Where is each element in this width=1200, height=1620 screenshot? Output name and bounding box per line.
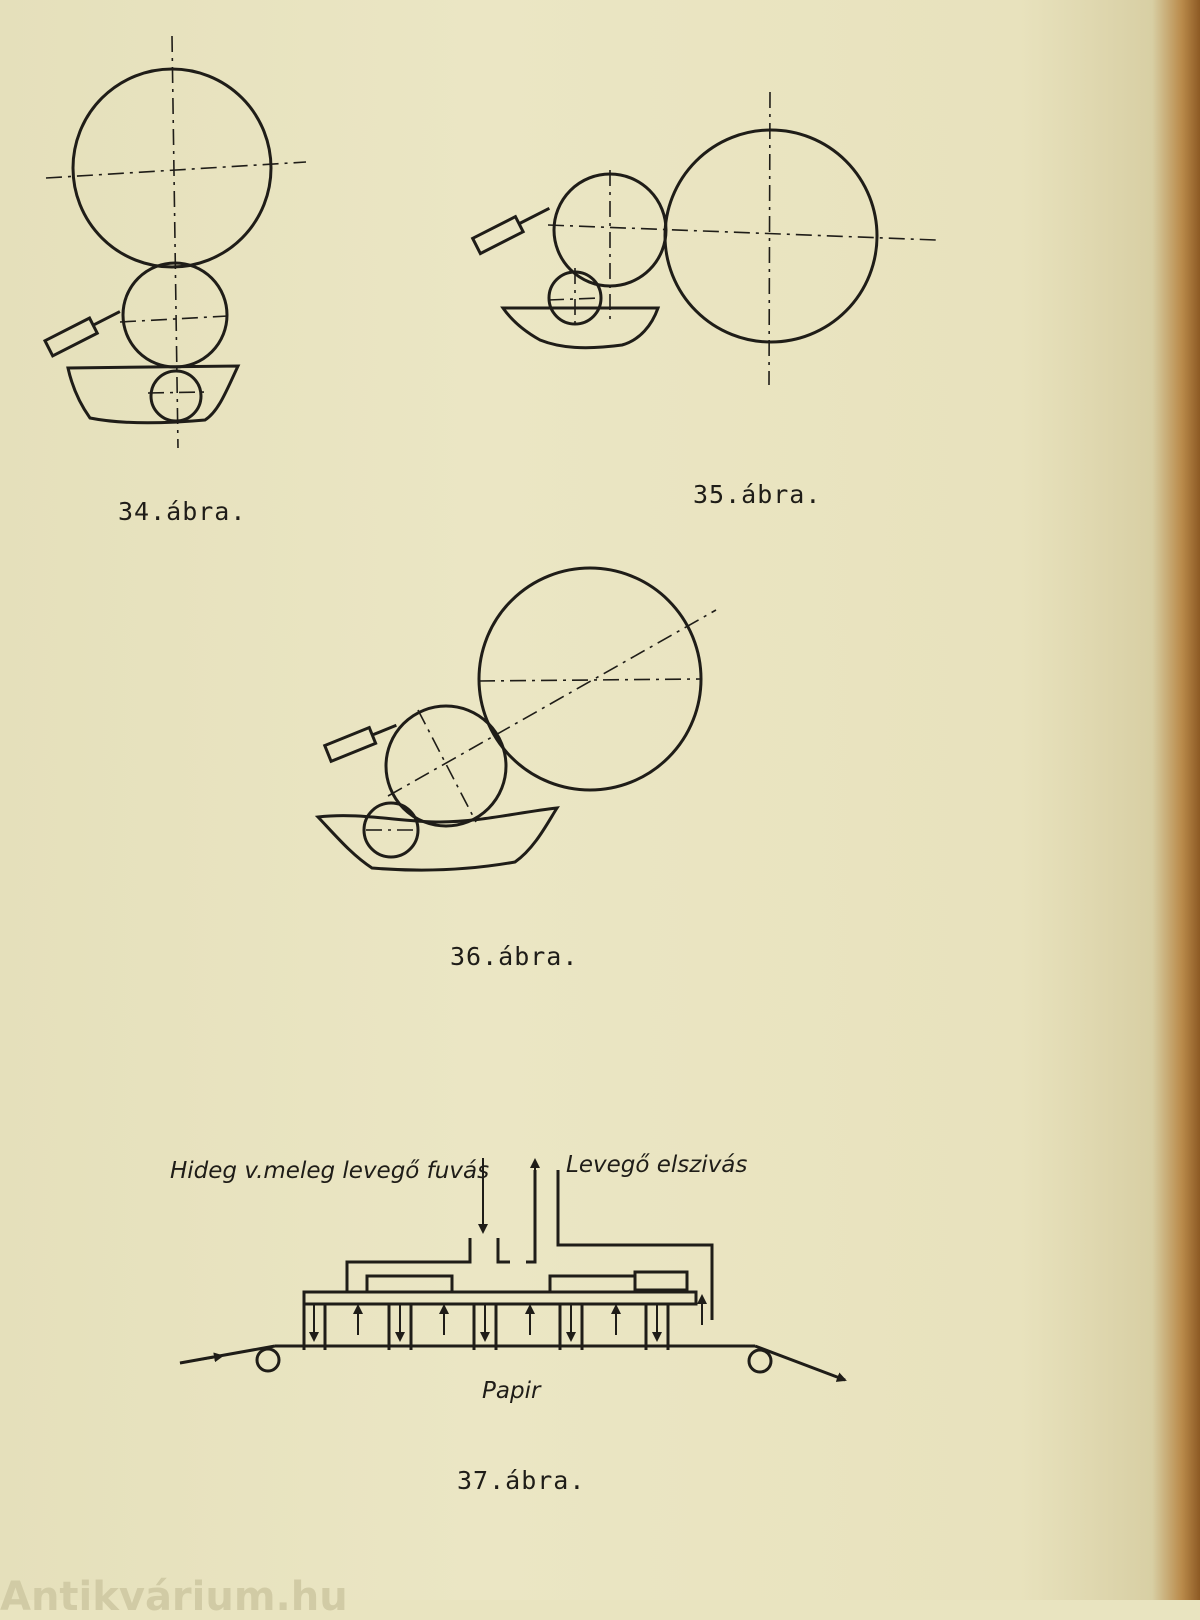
manifold <box>304 1292 696 1304</box>
coating-trough <box>68 366 238 423</box>
label-paper: Papir <box>482 1378 541 1404</box>
figure-34-roller-coater <box>45 36 306 448</box>
label-air-suction: Levegő elszivás <box>566 1152 748 1178</box>
applicator-roller <box>123 263 227 367</box>
nozzle-box-2 <box>550 1276 635 1292</box>
watermark: Antikvárium.hu <box>0 1574 348 1620</box>
centerlines <box>366 610 716 830</box>
suction-duct <box>558 1170 712 1320</box>
caption-fig-37: 37.ábra. <box>457 1466 586 1495</box>
nozzle-box-3 <box>635 1272 687 1290</box>
paper-direction-out <box>800 1363 845 1380</box>
caption-fig-34: 34.ábra. <box>118 497 247 526</box>
figure-37-air-dryer <box>180 1170 845 1380</box>
figure-36-roller-coater <box>318 568 716 870</box>
large-roller <box>665 130 877 342</box>
paper-web <box>180 1346 845 1380</box>
paper-direction-in <box>180 1356 222 1363</box>
pickup-roller <box>151 371 201 421</box>
centerlines <box>46 36 306 448</box>
coating-trough <box>318 808 557 870</box>
guide-roller-left <box>257 1349 279 1371</box>
caption-fig-35: 35.ábra. <box>693 480 822 509</box>
large-roller <box>73 69 271 267</box>
doctor-blade <box>45 304 124 355</box>
caption-fig-36: 36.ábra. <box>450 942 579 971</box>
doctor-blade <box>473 201 554 253</box>
blow-duct-inner <box>498 1238 510 1262</box>
label-air-blow: Hideg v.meleg levegő fuvás <box>170 1158 490 1184</box>
figure-35-roller-coater <box>473 92 936 385</box>
guide-roller-right <box>749 1350 771 1372</box>
nozzle-box-1 <box>367 1276 452 1292</box>
coating-trough <box>503 308 658 348</box>
